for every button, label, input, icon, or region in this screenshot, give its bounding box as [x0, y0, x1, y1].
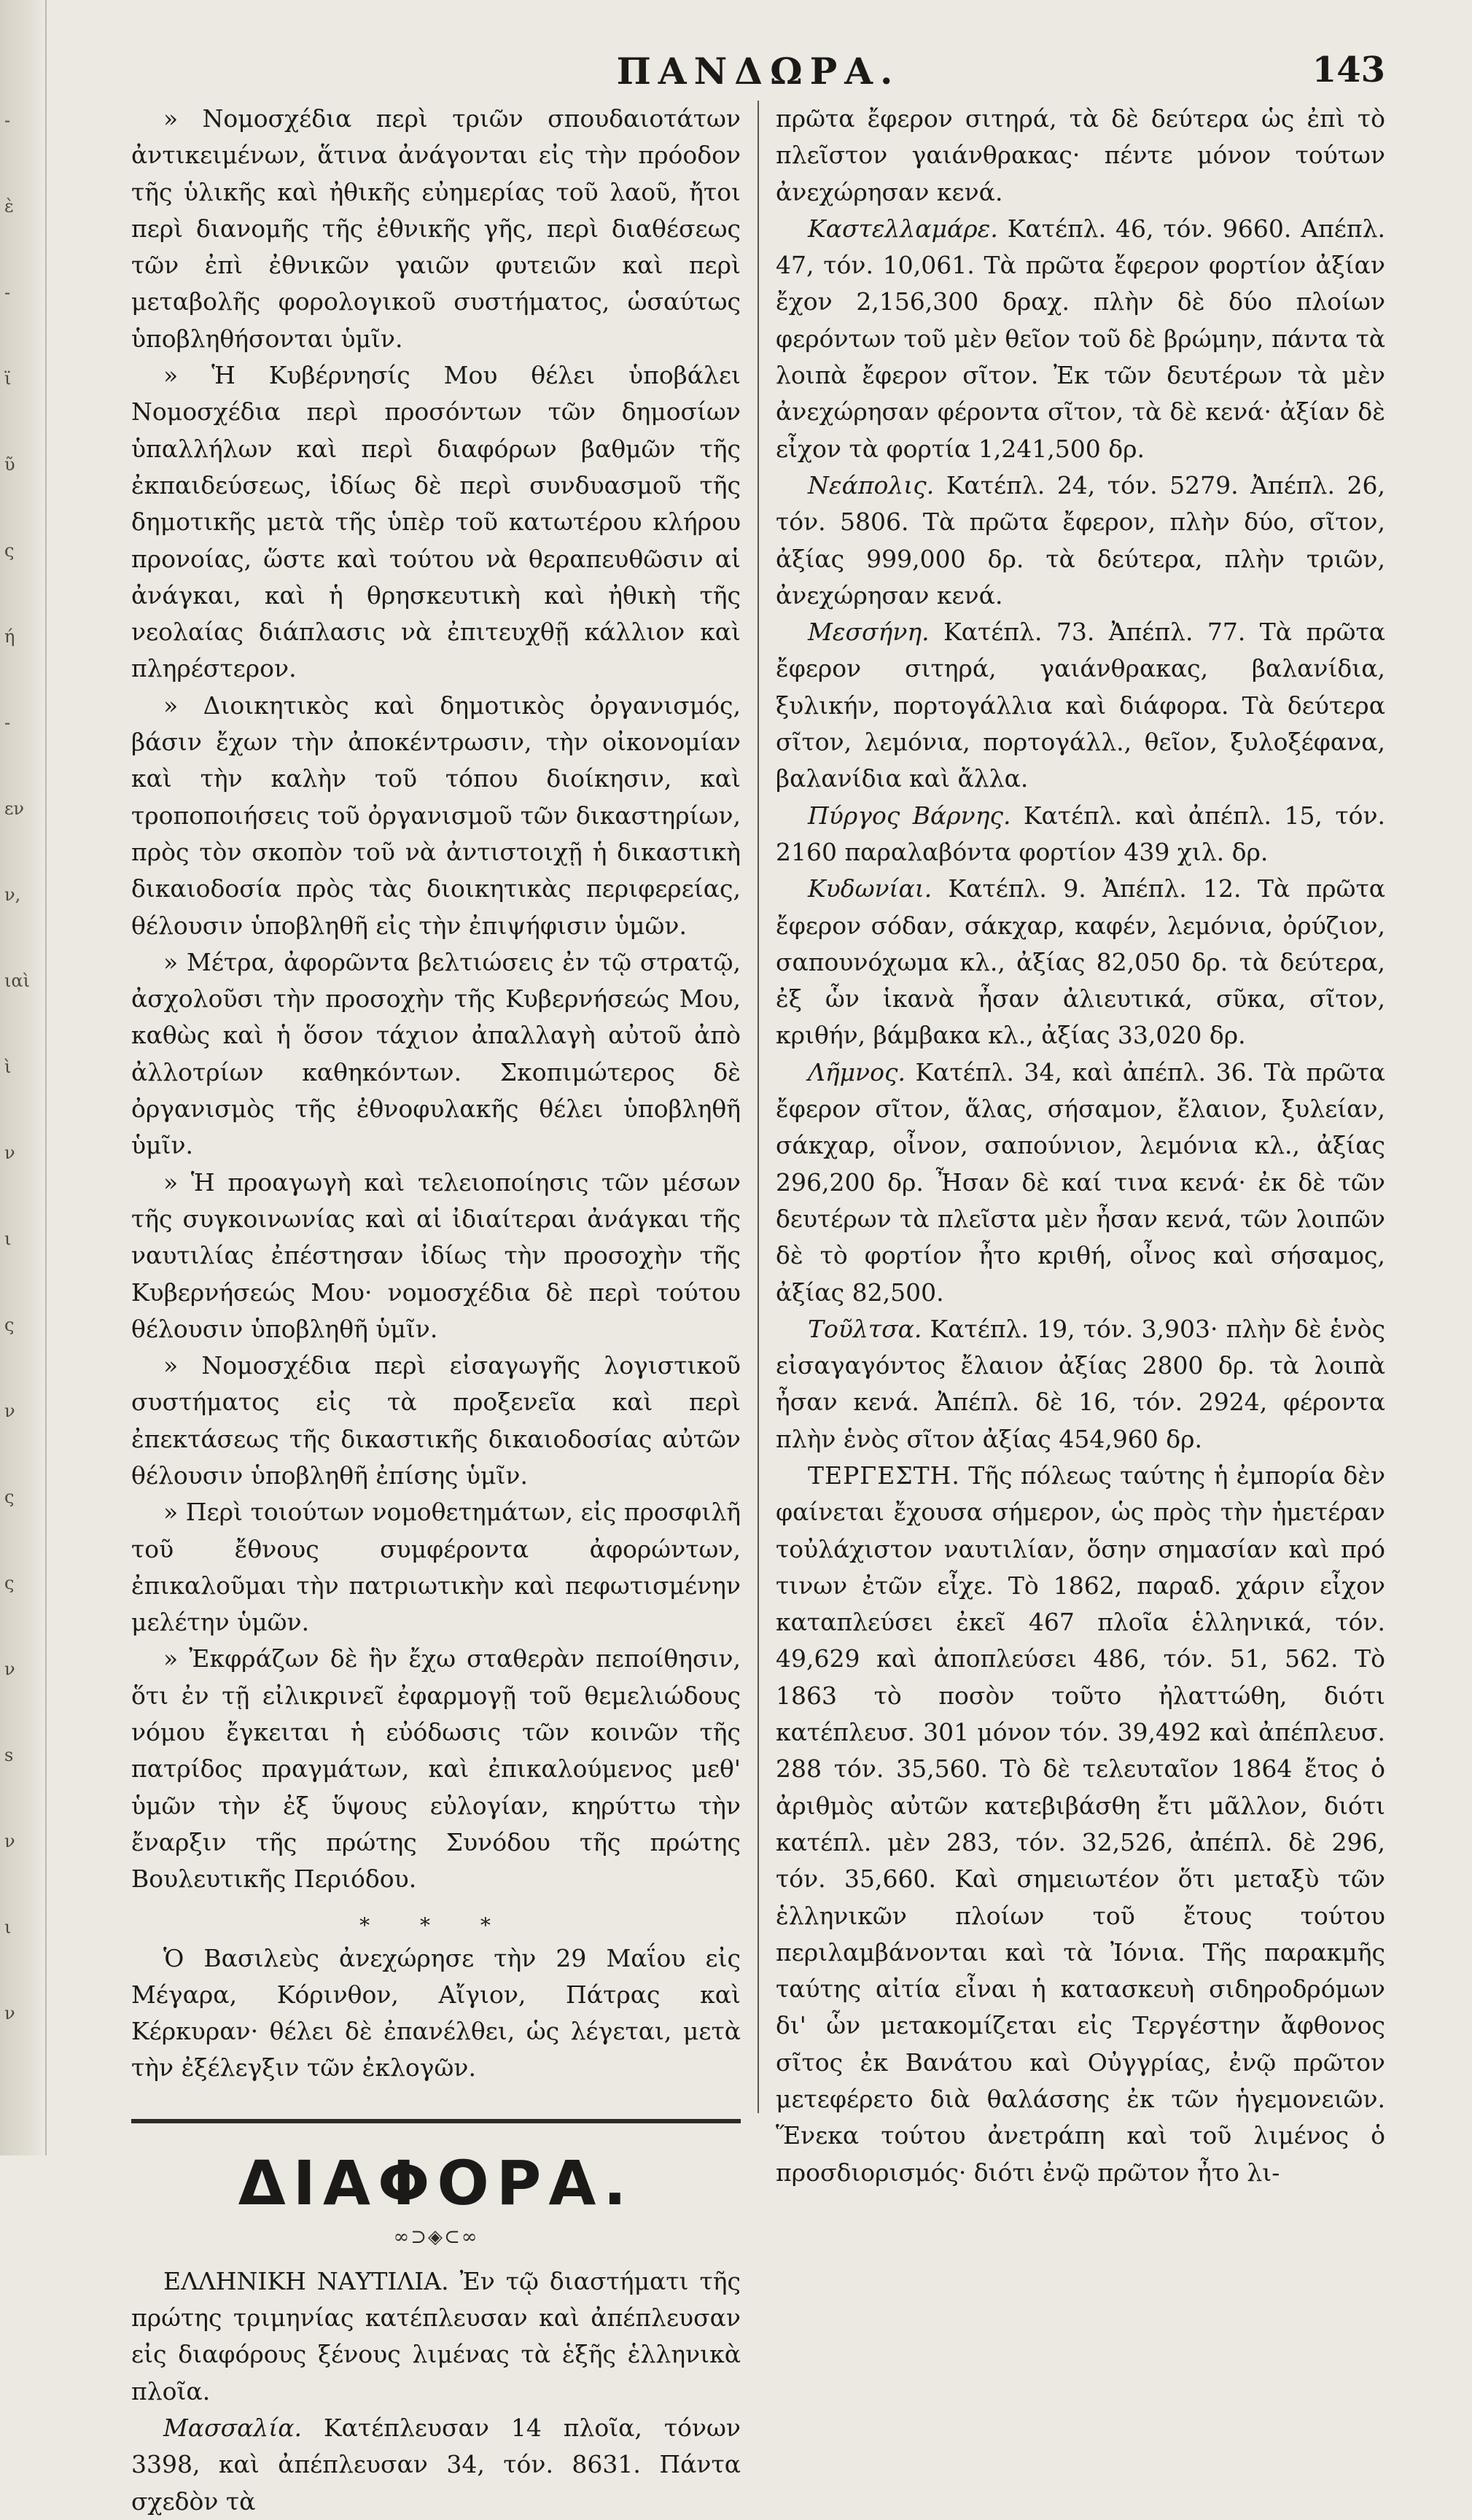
- port-details: Κατέπλ. 19, τόν. 3,903· πλὴν δὲ ἑνὸς εἰσαγαγόντος ἔλαιον ἀξίας 2800 δρ. τὰ λοιπὰ ἦσαν κενά. Ἀπέπλ. δὲ 16, τόν. 2924, φέροντα πλὴν ἑνὸς σῖτον ἀξίας 454,960 δρ.: [776, 1314, 1385, 1453]
- port-details: Κατέπλ. 73. Ἀπέπλ. 77. Τὰ πρῶτα ἔφερον σιτηρά, γαιάνθρακας, βαλανίδια, ξυλικήν, πορτογάλλια καὶ διάφορα. Τὰ δεύτερα σῖτον, λεμόνια, πορτογάλλ., θεῖον, ξυλοξέφανα, βαλανίδια καὶ ἄλλα.: [776, 618, 1385, 793]
- port-details: Κατέπλ. 34, καὶ ἀπέπλ. 36. Τὰ πρῶτα ἔφερον σῖτον, ἅλας, σήσαμον, ἔλαιον, ξυλείαν, σάκχαρ, οἶνον, σαπούνιον, λεμόνια κλ., ἀξίας 296,200 δρ. Ἦσαν δὲ καί τινα κενά· ἐκ δὲ τῶν δευτέρων τὰ πλεῖστα μὲν ἦσαν κενά, τῶν λοιπῶν δὲ τὸ φορτίον ἦτο κριθή, οἶνος καὶ σήσαμος, ἀξίας 82,500.: [776, 1057, 1385, 1307]
- edge-fragment: ς: [4, 1573, 15, 1593]
- speech-paragraph-1: » Νομοσχέδια περὶ τριῶν σπουδαιοτάτων ἀντικειμένων, ἅτινα ἀνάγονται εἰς τὴν πρόοδον τῆς ὑλικῆς καὶ ἠθικῆς εὐημερίας τοῦ λαοῦ, ἤτοι περὶ διανομῆς τῆς ἐθνικῆς γῆς, περὶ διαθέσεως τῶν ἐπὶ ἐθνικῶν γαιῶν φυτειῶν καὶ περὶ μεταβολῆς φορολογικοῦ συστήματος, ὡσαύτως ὑποβληθήσονται ὑμῖν.: [131, 104, 741, 353]
- edge-fragment: εν: [4, 798, 25, 819]
- king-departure-note: Ὁ Βασιλεὺς ἀνεχώρησε τὴν 29 Μαΐου εἰς Μέγαρα, Κόρινθον, Αἴγιον, Πάτρας καὶ Κέρκυραν· θέλει δὲ ἐπανέλθει, ὡς λέγεται, μετὰ τὴν ἐξέλεγξιν τῶν ἐκλογῶν.: [131, 1943, 741, 2082]
- port-entry: [776, 467, 1385, 614]
- port-details: Κατέπλευσαν 14 πλοῖα, τόνων 3398, καὶ ἀπέπλευσαν 34, τόν. 8631. Πάντα σχεδὸν τὰ: [131, 2413, 741, 2516]
- edge-fragment: ς: [4, 540, 15, 561]
- speech-paragraph-5: » Ἡ προαγωγὴ καὶ τελειοποίησις τῶν μέσων τῆς συγκοινωνίας καὶ αἱ ἰδιαίτεραι ἀνάγκαι τῆς ναυτιλίας ἐπέστησαν ἰδίως τὴν προσοχὴν τῆς Κυβερνήσεώς Μου· νομοσχέδια δὲ περὶ τούτου θέλουσιν ὑποβληθῆ ὑμῖν.: [131, 1167, 741, 1343]
- edge-fragment: ς: [4, 1315, 15, 1335]
- edge-fragment: ὶ: [4, 1057, 12, 1077]
- port-details: Κατέπλ. 24, τόν. 5279. Ἀπέπλ. 26, τόν. 5806. Τὰ πρῶτα ἔφερον, πλὴν δύο, σῖτον, ἀξίας 999,000 δρ. τὰ δεύτερα, πλὴν τριῶν, ἀνεχώρησαν κενά.: [776, 470, 1385, 610]
- edge-fragment: ι: [4, 1229, 12, 1249]
- port-name: Κυδωνίαι.: [808, 874, 932, 903]
- port-name: Νεάπολις.: [808, 470, 935, 499]
- port-details: Κατέπλ. καὶ ἀπέπλ. 15, τόν. 2160 παραλαβόντα φορτίον 439 χιλ. δρ.: [776, 801, 1385, 866]
- speech-paragraph-2: » Ἡ Κυβέρνησίς Μου θέλει ὑποβάλει Νομοσχέδια περὶ προσόντων τῶν δημοσίων ὑπαλλήλων καὶ περὶ διαφόρων βαθμῶν τῆς ἐκπαιδεύσεως, ἰδίως δὲ περὶ συνδυασμοῦ τῆς δημοτικῆς μετὰ τῆς ὑπὲρ τοῦ κατωτέρου κλήρου προνοίας, ὥστε καὶ τούτου νὰ θεραπευθῶσιν αἱ ἀνάγκαι, καὶ ἡ θρησκευτικὴ καὶ ἠθικὴ τῆς νεολαίας διάπλασις νὰ ἐπιτευχθῇ κάλλιον καὶ πληρέστερον.: [131, 361, 741, 683]
- port-entry: [776, 614, 1385, 797]
- port-name: Μεσσήνη.: [808, 618, 930, 647]
- running-head: [131, 44, 1385, 95]
- edge-fragment: ῦ: [4, 454, 15, 475]
- port-entry: [776, 871, 1385, 1054]
- massalia-continuation: πρῶτα ἔφερον σιτηρά, τὰ δὲ δεύτερα ὡς ἐπὶ τὸ πλεῖστον γαιάνθρακας· πέντε μόνον τούτων ἀνεχώρησαν κενά.: [776, 104, 1385, 206]
- edge-fragment: ν: [4, 1401, 15, 1421]
- edge-fragment: ιαὶ: [4, 971, 31, 991]
- edge-fragment: ή: [4, 626, 15, 647]
- ornament-divider: ∞⊃◈⊂∞: [393, 2225, 479, 2248]
- port-entry: [776, 211, 1385, 467]
- publication-title: ΠΑΝΔΩΡΑ.: [616, 50, 900, 93]
- edge-fragment: ν: [4, 1831, 15, 1851]
- column-rule: [758, 101, 759, 2113]
- edge-fragment: ν: [4, 1143, 15, 1163]
- port-list: [776, 211, 1385, 1458]
- speech-paragraph-8: » Ἐκφράζων δὲ ἣν ἔχω σταθερὰν πεποίθησιν, ὅτι ἐν τῇ εἰλικρινεῖ ἐφαρμογῇ τοῦ θεμελιώδους νόμου ἔγκειται ἡ εὐόδωσις τῶν κοινῶν τῆς πατρίδος πραγμάτων, καὶ ἐπικαλούμενος μεθ' ὑμῶν τὴν ἐξ ὕψους εὐλογίαν, κηρύττω τὴν ἔναρξιν τῆς πρώτης Συνόδου τῆς πρώτης Βουλευτικῆς Περιόδου.: [131, 1644, 741, 1894]
- right-column: [776, 101, 1385, 2187]
- port-entry: [776, 1311, 1385, 1458]
- newspaper-page: [131, 44, 1385, 2516]
- port-name: Πύργος Βάρνης.: [808, 801, 1011, 830]
- edge-fragment: -: [4, 712, 11, 733]
- edge-fragment: ν: [4, 2003, 15, 2023]
- port-entry: [776, 1054, 1385, 1311]
- edge-fragment: ι: [4, 1917, 12, 1937]
- trieste-text: Τῆς πόλεως ταύτης ἡ ἐμπορία δὲν φαίνεται ἔχουσα σήμερον, ὡς πρὸς τὴν ἡμετέραν τοὐλάχιστον ναυτιλίαν, ὅσην σημασίαν καὶ πρό τινων ἐτῶν εἶχε. Τὸ 1862, παραδ. χάριν εἶχον καταπλεύσει ἐκεῖ 467 πλοῖα ἑλληνικά, τόν. 49,629 καὶ ἀποπλεύσει 486, τόν. 51, 562. Τὸ 1863 τὸ ποσὸν τοῦτο ἠλαττώθη, διότι κατέπλευσ. 301 μόνον τόν. 39,492 καὶ ἀπέπλευσ. 288 τόν. 35,560. Τὸ δὲ τελευταῖον 1864 ἔτος ὁ ἀριθμὸς αὐτῶν κατεβιβάσθη ἔτι μᾶλλον, διότι κατέπλ. μὲν 283, τόν. 32,526, ἀπέπλ. δὲ 296, τόν. 35,660. Καὶ σημειωτέον ὅτι μεταξὺ τῶν ἑλληνικῶν πλοίων τοῦ ἔτους τούτου περιλαμβάνονται καὶ τὰ Ἰόνια. Τῆς παρακμῆς ταύτης αἰτία εἶναι ἡ κατασκευὴ σιδηροδρόμων δι' ὧν μετακομίζεται εἰς Τεργέστην ἄφθονος σῖτος ἐκ Βανάτου καὶ Οὐγγρίας, ἐνῷ πρῶτον μετεφέρετο διὰ θαλάσσης ἐκ τῶν ἡγεμονειῶν. Ἕνεκα τούτου ἀνετράπη καὶ τοῦ λιμένος ὁ προσδιορισμός· διότι ἐνῷ πρῶτον ἦτο λι-: [776, 1461, 1385, 2187]
- page-number: 143: [1312, 50, 1385, 90]
- edge-fragment: s: [4, 1745, 14, 1765]
- trieste-paragraph: [776, 1458, 1385, 2191]
- edge-fragment: -: [4, 110, 11, 131]
- port-entry: [776, 798, 1385, 871]
- speech-paragraph-4: » Μέτρα, ἀφορῶντα βελτιώσεις ἐν τῷ στρατῷ, ἀσχολοῦσι τὴν προσοχὴν τῆς Κυβερνήσεώς Μου, καθὼς καὶ ἡ ὅσον τάχιον ἀπαλλαγὴ αὐτοῦ ἀπὸ ἀλλοτρίων καθηκόντων. Σκοπιμώτερος δὲ ὀργανισμὸς τῆς ἐθνοφυλακῆς θέλει ὑποβληθῆ ὑμῖν.: [131, 947, 741, 1160]
- shipping-intro: ΕΛΛΗΝΙΚΗ ΝΑΥΤΙΛΙΑ. Ἐν τῷ διαστήματι τῆς πρώτης τριμηνίας κατέπλευσαν καὶ ἀπέπλευσαν εἰς διαφόρους ξένους λιμένας τὰ ἑξῆς ἑλληνικὰ πλοῖα.: [131, 2266, 741, 2406]
- port-name: Λῆμνος.: [808, 1057, 906, 1086]
- edge-fragment: ϊ: [4, 368, 12, 389]
- speech-paragraph-3: » Διοικητικὸς καὶ δημοτικὸς ὀργανισμός, βάσιν ἔχων τὴν ἀποκέντρωσιν, τὴν οἰκονομίαν καὶ τὴν καλὴν τοῦ τόπου διοίκησιν, καὶ τροποποιήσεις τοῦ ὀργανισμοῦ τῶν δικαστηρίων, πρὸς τὸν σκοπὸν τοῦ νὰ ἀντιστοιχῇ ἡ δικαστικὴ δικαιοδοσία πρὸς τὰς διοικητικὰς περιφερείας, θέλουσιν ὑποβληθῆ εἰς τὴν ἐπιψήφισιν ὑμῶν.: [131, 691, 741, 940]
- left-column: [131, 101, 741, 2516]
- section-divider-rule: [131, 2119, 741, 2123]
- trieste-heading: ΤΕΡΓΕΣΤΗ.: [808, 1461, 960, 1490]
- section-separator-stars: * * *: [359, 1913, 513, 1937]
- edge-fragment: -: [4, 282, 11, 303]
- section-title-diafora: ΔΙΑΦΟΡΑ.: [238, 2147, 634, 2219]
- speech-paragraph-7: » Περὶ τοιούτων νομοθετημάτων, εἰς προσφιλῆ τοῦ ἔθνους συμφέροντα ἀφορώντων, ἐπικαλοῦμαι τὴν πατριωτικὴν καὶ πεφωτισμένην μελέτην ὑμῶν.: [131, 1498, 741, 1637]
- edge-fragment: ν: [4, 1659, 15, 1679]
- edge-fragment: ν,: [4, 884, 21, 905]
- port-details: Κατέπλ. 9. Ἀπέπλ. 12. Τὰ πρῶτα ἔφερον σόδαν, σάκχαρ, καφέν, λεμόνια, ὀρύζιον, σαπουνόχωμα κλ., ἀξίας 82,050 δρ. τὰ δεύτερα, ἐξ ὧν ἱκανὰ ἦσαν ἀλιευτικά, σῦκα, σῖτον, κριθήν, βάμβακα κλ., ἀξίας 33,020 δρ.: [776, 874, 1385, 1050]
- speech-paragraph-6: » Νομοσχέδια περὶ εἰσαγωγῆς λογιστικοῦ συστήματος εἰς τὰ προξενεῖα καὶ περὶ ἐπεκτάσεως τῆς δικαστικῆς δικαιοδοσίας αὐτῶν θέλουσιν ὑποβληθῆ ἐπίσης ὑμῖν.: [131, 1351, 741, 1490]
- edge-fragment: ὲ: [4, 196, 14, 217]
- port-name: Μασσαλία.: [163, 2413, 303, 2442]
- edge-fragment: ς: [4, 1487, 15, 1507]
- port-details: Κατέπλ. 46, τόν. 9660. Απέπλ. 47, τόν. 10,061. Τὰ πρῶτα ἔφερον φορτίον ἀξίαν ἔχον 2,156,300 δραχ. πλὴν δὲ δύο πλοίων φερόντων τοῦ μὲν θεῖον τοῦ δὲ βρώμην, πάντα τὰ λοιπὰ ἔφερον σῖτον. Ἐκ τῶν δευτέρων τὰ μὲν ἀνεχώρησαν φέροντα σῖτον, τὰ δὲ κενά· ἀξίαν δὲ εἶχον τὰ φορτία 1,241,500 δρ.: [776, 214, 1385, 463]
- scan-left-edge: [0, 0, 47, 2155]
- port-name: Τοῦλτσα.: [808, 1314, 922, 1343]
- port-name: Καστελλαμάρε.: [808, 214, 998, 243]
- port-entry-massalia: [131, 2410, 741, 2520]
